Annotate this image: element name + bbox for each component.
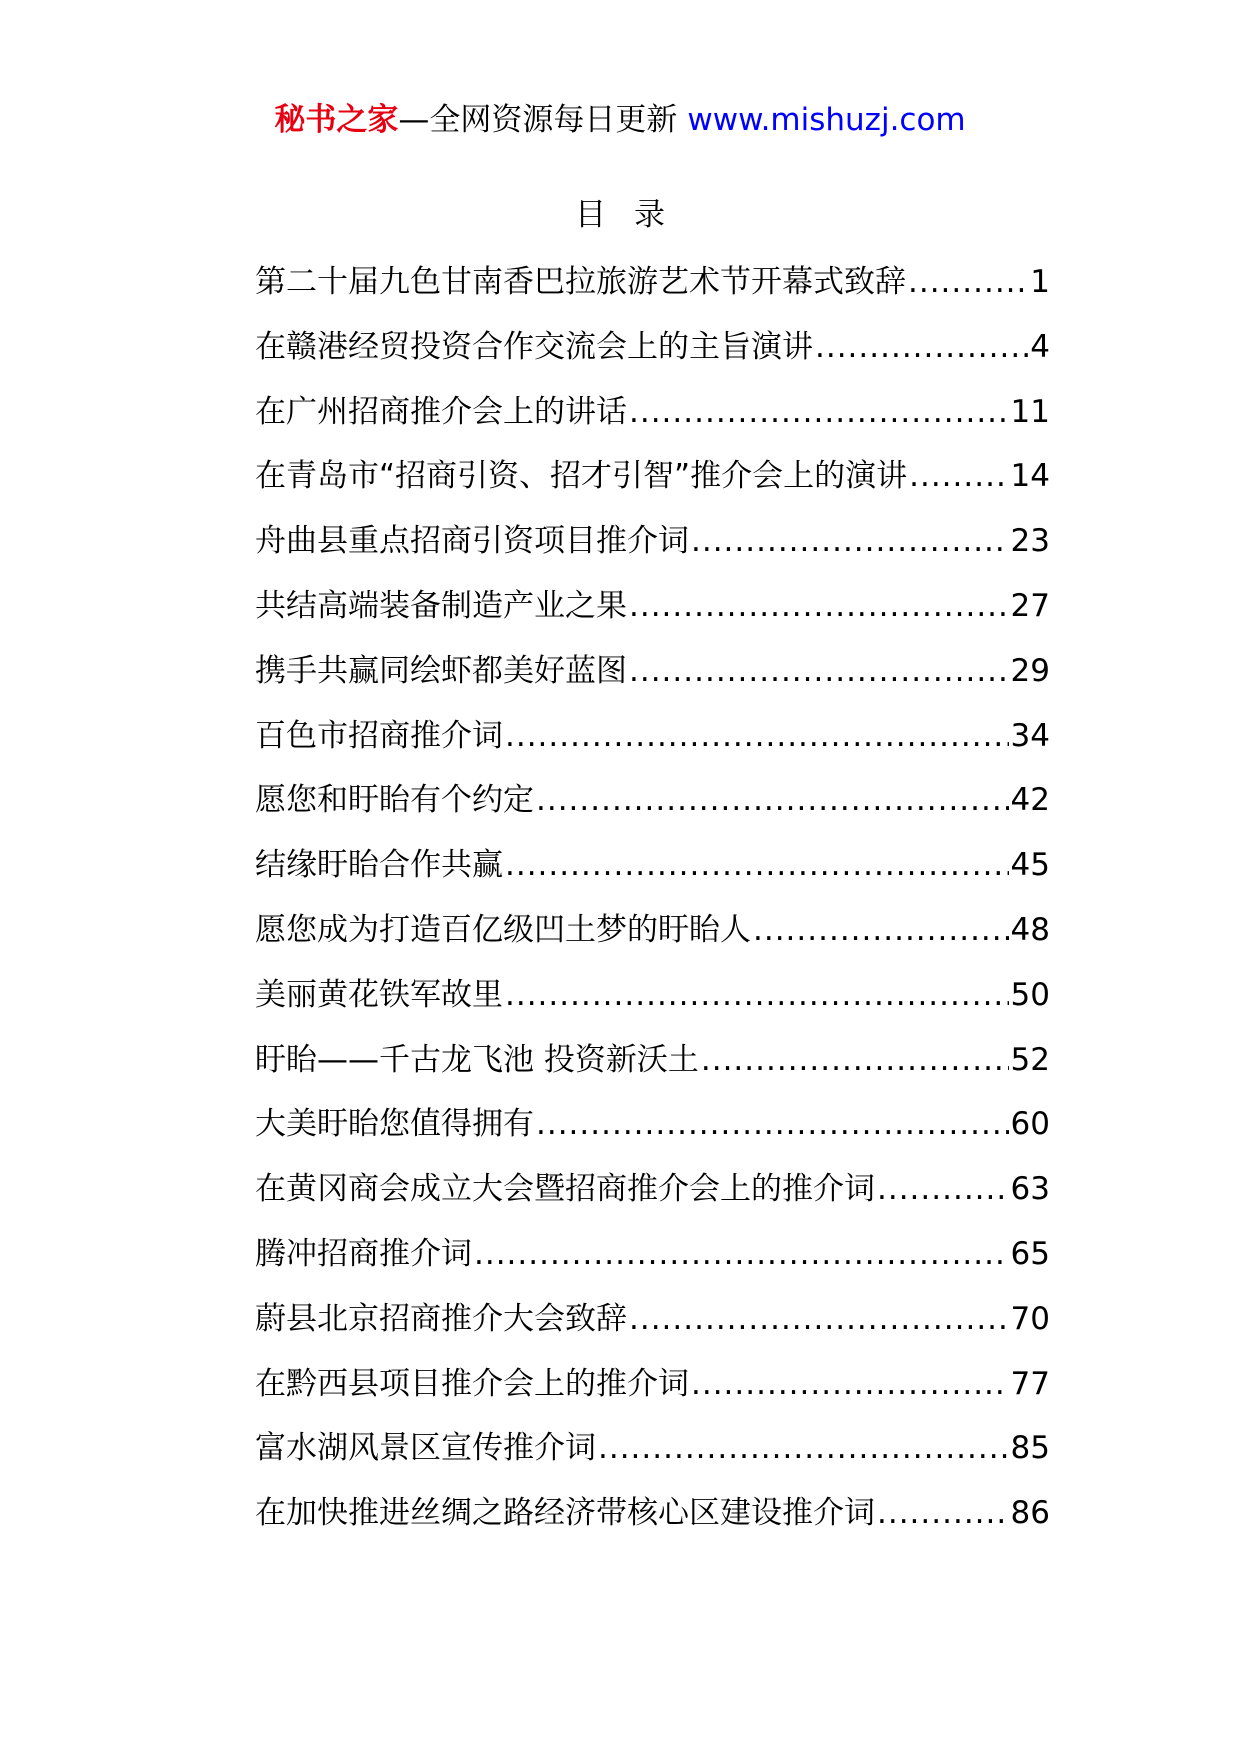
toc-entry-page: 77 (1010, 1365, 1050, 1402)
toc-entry-title: 第二十届九色甘南香巴拉旅游艺术节开幕式致辞 (255, 264, 906, 300)
dot-leader (474, 1234, 1009, 1274)
toc-entry-title: 在黄冈商会成立大会暨招商推介会上的推介词 (255, 1171, 875, 1208)
dot-leader (598, 1428, 1009, 1468)
toc-entry-title: 蔚县北京招商推介大会致辞 (255, 1300, 627, 1337)
toc-entry[interactable] (255, 1104, 1050, 1169)
toc-entry-page: 29 (1010, 652, 1050, 689)
toc-entry-page: 86 (1010, 1495, 1050, 1532)
dot-leader (505, 975, 1009, 1015)
toc-entry-title: 愿您和盱眙有个约定 (255, 782, 534, 819)
toc-entry-page: 50 (1010, 976, 1050, 1013)
toc-entry-title: 共结高端装备制造产业之果 (255, 587, 627, 624)
site-url-link[interactable]: www.mishuzj.com (687, 102, 966, 138)
toc-entry[interactable] (255, 1299, 1050, 1364)
toc-entry-page: 48 (1010, 911, 1050, 948)
dot-leader (505, 716, 1009, 756)
dot-leader (505, 845, 1009, 885)
toc-entry-title: 百色市招商推介词 (255, 717, 503, 754)
toc-entry-page: 27 (1010, 587, 1050, 624)
dot-leader (629, 586, 1009, 626)
toc-entry[interactable] (255, 651, 1050, 716)
brand-name: 秘书之家 (274, 102, 399, 138)
toc-entry[interactable] (255, 1234, 1050, 1299)
dot-leader (877, 1169, 1009, 1209)
dot-leader (629, 392, 1009, 432)
toc-entry-title: 在赣港经贸投资合作交流会上的主旨演讲 (255, 328, 813, 365)
toc-entry-title: 盱眙——千古龙飞池 投资新沃土 (255, 1041, 699, 1078)
toc-entry[interactable] (255, 456, 1050, 521)
toc-entry[interactable] (255, 521, 1050, 586)
dot-leader (536, 1104, 1009, 1144)
toc-entry[interactable] (255, 1364, 1050, 1429)
toc-entry-page: 45 (1010, 847, 1050, 884)
dot-leader (536, 780, 1009, 820)
toc-entry-title: 在青岛市“招商引资、招才引智”推介会上的演讲 (255, 458, 908, 495)
toc-entry-page: 85 (1010, 1430, 1050, 1467)
toc-entry[interactable] (255, 1169, 1050, 1234)
toc-entry[interactable] (255, 262, 1050, 327)
toc-entry[interactable] (255, 1040, 1050, 1105)
toc-entry-page: 60 (1010, 1106, 1050, 1143)
toc-entry-page: 23 (1010, 523, 1050, 560)
tagline: —全网资源每日更新 (398, 102, 678, 138)
toc-title: 目录 (575, 197, 693, 233)
dot-leader (877, 1493, 1009, 1533)
dot-leader (629, 651, 1009, 691)
toc-entry-page: 42 (1010, 782, 1050, 819)
toc-entry-title: 愿您成为打造百亿级凹土梦的盱眙人 (255, 911, 751, 948)
toc-entry-title: 结缘盱眙合作共赢 (255, 847, 503, 884)
dot-leader (629, 1299, 1009, 1339)
toc-entry[interactable] (255, 327, 1050, 392)
toc-entry-title: 在广州招商推介会上的讲话 (255, 393, 627, 430)
toc-entry-page: 63 (1010, 1171, 1050, 1208)
dot-leader (815, 327, 1028, 367)
toc-entry-page: 1 (1030, 264, 1050, 300)
toc-entry-page: 65 (1010, 1235, 1050, 1272)
toc-entry[interactable] (255, 845, 1050, 910)
dot-leader (691, 1364, 1009, 1404)
toc-entry-title: 富水湖风景区宣传推介词 (255, 1430, 596, 1467)
toc-entry-title: 携手共赢同绘虾都美好蓝图 (255, 652, 627, 689)
dot-leader (701, 1040, 1009, 1080)
dot-leader (908, 262, 1028, 302)
toc-entry-page: 34 (1010, 717, 1050, 754)
toc-entry-page: 52 (1010, 1041, 1050, 1078)
toc-entry-title: 大美盱眙您值得拥有 (255, 1106, 534, 1143)
toc-entry[interactable] (255, 586, 1050, 651)
toc-entry-title: 美丽黄花铁军故里 (255, 976, 503, 1013)
toc-entry[interactable] (255, 392, 1050, 457)
toc-entry[interactable] (255, 975, 1050, 1040)
dot-leader (691, 521, 1009, 561)
toc-entry-page: 70 (1010, 1300, 1050, 1337)
toc-entry-title: 舟曲县重点招商引资项目推介词 (255, 523, 689, 560)
dot-leader (753, 910, 1009, 950)
toc-entry[interactable] (255, 1493, 1050, 1558)
toc-entry-page: 14 (1010, 458, 1050, 495)
toc-entry-page: 11 (1010, 393, 1050, 430)
site-header (0, 100, 1240, 140)
dot-leader (909, 456, 1008, 496)
toc-entry[interactable] (255, 1428, 1050, 1493)
toc-entry[interactable] (255, 910, 1050, 975)
toc-entry-title: 腾冲招商推介词 (255, 1235, 472, 1272)
table-of-contents (255, 262, 1050, 1558)
toc-entry-title: 在黔西县项目推介会上的推介词 (255, 1365, 689, 1402)
toc-entry[interactable] (255, 780, 1050, 845)
toc-entry-title: 在加快推进丝绸之路经济带核心区建设推介词 (255, 1495, 875, 1532)
toc-entry-page: 4 (1030, 328, 1050, 365)
toc-entry[interactable] (255, 716, 1050, 781)
